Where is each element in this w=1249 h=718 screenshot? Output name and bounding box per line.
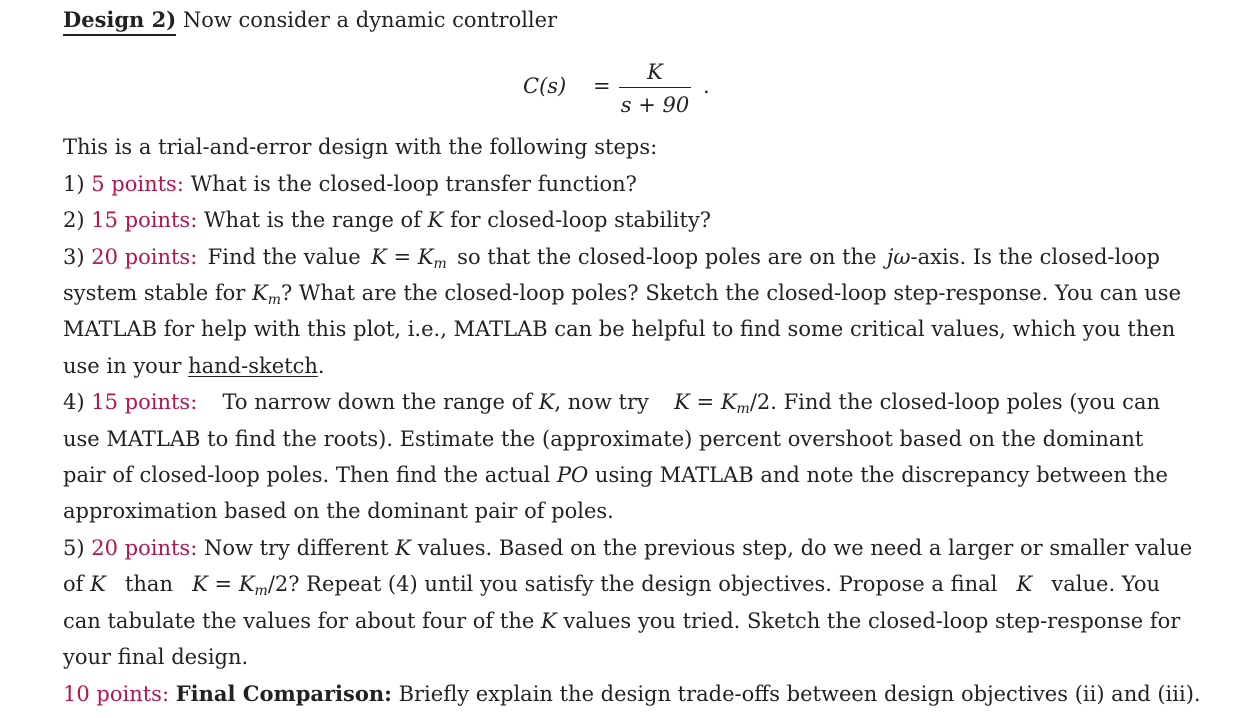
item-3-line-2-b: ? What are the closed-loop poles? Sketch the closed-loop step-response. You can use [281,281,1182,305]
item-2-text-b: for closed-loop stability? [450,208,712,232]
item-3-line-2-m: m [267,292,281,308]
item-3-line-2-a: system stable for [63,281,246,305]
item-3-text-a: Find the value [207,245,361,269]
item-3-line-4 [63,353,325,379]
item-3-line-1 [63,244,1160,277]
item-3-head [63,244,197,277]
item-3-line-4-a: use in your [63,354,182,378]
item-1-points: 5 points: [91,172,184,196]
item-3-line-2 [63,280,1181,313]
equation-denominator: s + 90 [620,93,690,117]
item-5-line-3 [63,608,1180,634]
final-comparison [63,681,1201,707]
equation-trail: . [703,74,710,98]
item-4-line-1 [63,389,1160,422]
item-3-line-3: MATLAB for help with this plot, i.e., MATLAB can be helpful to find some critical values, which you then [63,317,1176,341]
item-4-text-b: , now try [554,390,649,414]
heading-label: Design 2) [63,7,176,36]
item-5-line-2-g1 [63,571,106,604]
item-4-text-a: To narrow down the range of [222,390,532,414]
item-2-var: K [427,208,444,232]
item-5-line-2 [63,571,1160,604]
item-5-K: K [395,536,411,560]
controller-equation [523,58,803,122]
item-5-line-2-eq: = [214,572,233,596]
item-5-line-2-K2: K [192,572,208,596]
item-1-prefix: 1) [63,172,85,196]
item-4-Km: K [720,390,737,414]
item-3-line-4-b: . [317,354,325,378]
item-5-line-2-math [192,571,997,604]
item-3-jw: jω [886,245,911,269]
item-4-K1: K [538,390,555,414]
item-3-prefix: 3) [63,245,85,269]
item-4-line-2: use MATLAB to find the roots). Estimate the (approximate) percent overshoot based on the dominant [63,427,1144,451]
hand-sketch-link: hand-sketch [188,354,318,378]
item-2-text-a: What is the range of [203,208,421,232]
item-3-text-b: so that the closed-loop poles are on the [457,245,877,269]
item-2-prefix: 2) [63,208,85,232]
item-4-line-3 [63,462,1168,488]
intro-text: This is a trial-and-error design with the following steps: [63,135,658,159]
item-5-line-2-b: than [124,572,173,596]
item-3-math [371,244,447,277]
item-4-line-3-b: using MATLAB and note the discrepancy between the [594,463,1168,487]
item-5-prefix: 5) [63,536,85,560]
item-5-line-2-c: /2? Repeat (4) until you satisfy the design objectives. Propose a final [267,572,998,596]
item-5-line-4: your final design. [63,645,249,669]
equation-fraction [619,58,691,119]
item-5-text-b: values. Based on the previous step, do we need a larger or smaller value [417,536,1193,560]
equation-lhs: C(s) [523,74,567,98]
item-3-points: 20 points: [91,245,198,269]
item-4-line-3-a: pair of closed-loop poles. Then find the actual [63,463,551,487]
item-5-line-3-b: values you tried. Sketch the closed-loop step-response for [563,609,1181,633]
final-label: Final Comparison: [175,681,392,706]
item-4-group-a [223,389,649,422]
section-heading [63,7,557,33]
item-1 [63,171,637,197]
item-4-points: 15 points: [91,390,198,414]
equation-numerator: K [647,60,663,84]
item-4-line-4: approximation based on the dominant pair of poles. [63,499,614,523]
item-5-line-2-Km: K [238,572,255,596]
item-3-line-2-K: K [252,281,268,305]
item-3-eq: = [393,245,412,269]
item-5-line-2-d: value. You [1051,572,1160,596]
item-3-m: m [433,256,447,272]
item-4-eq: = [696,390,715,414]
item-4-PO: PO [556,463,589,487]
item-5-line-2-K1: K [90,572,106,596]
item-4-math [674,389,1160,422]
item-4-prefix: 4) [63,390,85,414]
item-3-jw-group [887,244,1160,277]
item-5-line-2-K3: K [1016,572,1033,596]
final-text: Briefly explain the design trade-offs between design objectives (ii) and (iii). [398,682,1201,706]
fraction-bar [619,87,691,88]
item-5-line-1 [63,535,1192,561]
item-5-text-a: Now try different [203,536,389,560]
item-5-line-3-K: K [540,609,557,633]
item-5-line-2-m: m [254,583,268,599]
item-4-head [63,389,197,422]
heading-text: Now consider a dynamic controller [182,8,558,32]
item-2-points: 15 points: [91,208,198,232]
item-5-line-3-a: can tabulate the values for about four of the [63,609,535,633]
item-5-line-2-a: of [63,572,84,596]
item-5-points: 20 points: [91,536,198,560]
item-2 [63,207,711,233]
item-1-text: What is the closed-loop transfer function? [190,172,637,196]
item-4-K2: K [674,390,690,414]
final-points: 10 points: [63,682,170,706]
item-3-Km: K [417,245,434,269]
item-4-text-c: /2. Find the closed-loop poles (you can [749,390,1160,414]
equation-equals: = [593,74,611,98]
item-4-m: m [736,401,750,417]
item-3-text-c: -axis. Is the closed-loop [910,245,1160,269]
item-3-K: K [371,245,387,269]
